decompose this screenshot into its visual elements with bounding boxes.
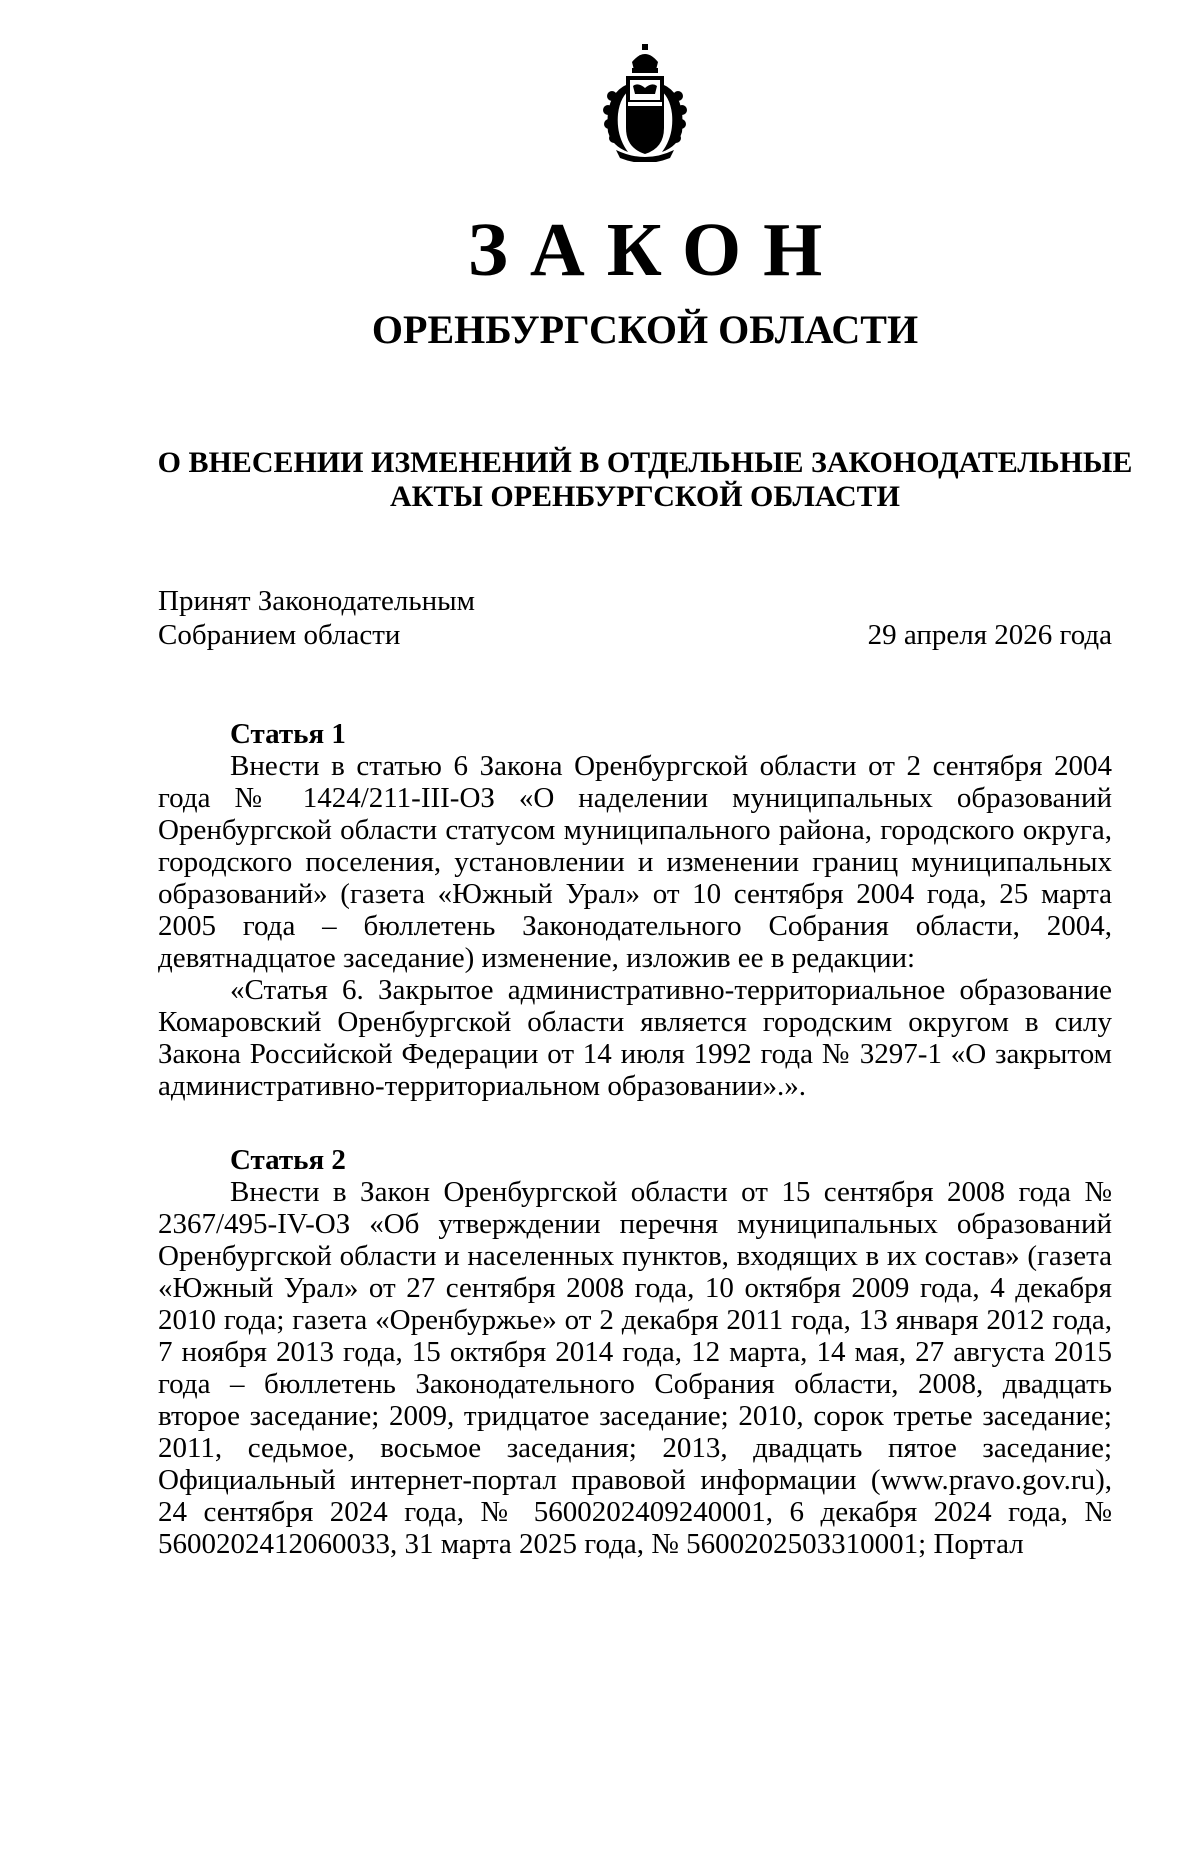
adoption-date: 29 апреля 2026 года [867,619,1112,651]
article-paragraph: «Статья 6. Закрытое административно-территориальное образование Комаровский Оренбургской области является городским округом в силу Закона Российской Федерации от 14 июля 1992 года № 3297-1 «О закрытом административно-территориальном образовании».». [158,974,1112,1102]
article-1 [158,718,1112,1102]
adopted-by [158,584,475,652]
law-title: ЗАКОН [467,208,845,292]
adopted-line-1: Принят Законодательным [158,585,475,617]
article-title: Статья 2 [230,1144,346,1176]
article-title: Статья 1 [230,718,346,750]
article-paragraph: Внести в Закон Оренбургской области от 15 сентября 2008 года № 2367/495-IV-ОЗ «Об утверждении перечня муниципальных образований Оренбургской области и населенных пунктов, входящих в их состав» (газета «Южный Урал» от 27 сентября 2008 года, 10 октября 2009 года, 4 декабря 2010 года; газета «Оренбуржье» от 2 декабря 2011 года, 13 января 2012 года, 7 ноября 2013 года, 15 октября 2014 года, 12 марта, 14 мая, 27 августа 2015 года – бюллетень Законодательного Собрания области, 2008, двадцать второе заседание; 2009, тридцатое заседание; 2010, сорок третье заседание; 2011, седьмое, восьмое заседания; 2013, двадцать пятое заседание; Официальный интернет-портал правовой информации (www.pravo.gov.ru), 24 сентября 2024 года, № 5600202409240001, 6 декабря 2024 года, № 5600202412060033, 31 марта 2025 года, № 5600202503310001; Портал [158,1176,1112,1560]
article-paragraph: Внести в статью 6 Закона Оренбургской области от 2 сентября 2004 года № 1424/211-III-ОЗ «О наделении муниципальных образований Оренбургской области статусом муниципального района, городского округа, городского поселения, установлении и изменении границ муниципальных образований» (газета «Южный Урал» от 10 сентября 2004 года, 25 марта 2005 года – бюллетень Законодательного Собрания области, 2004, девятнадцатое заседание) изменение, изложив ее в редакции: [158,750,1112,974]
adopted-line-2: Собранием области [158,619,401,651]
oblast-coat-of-arms-icon [598,44,692,162]
document-name: О ВНЕСЕНИИ ИЗМЕНЕНИЙ В ОТДЕЛЬНЫЕ ЗАКОНОДАТЕЛЬНЫЕ АКТЫ ОРЕНБУРГСКОЙ ОБЛАСТИ [157,446,1133,513]
article-2 [158,1144,1112,1560]
law-subtitle: ОРЕНБУРГСКОЙ ОБЛАСТИ [371,307,919,352]
